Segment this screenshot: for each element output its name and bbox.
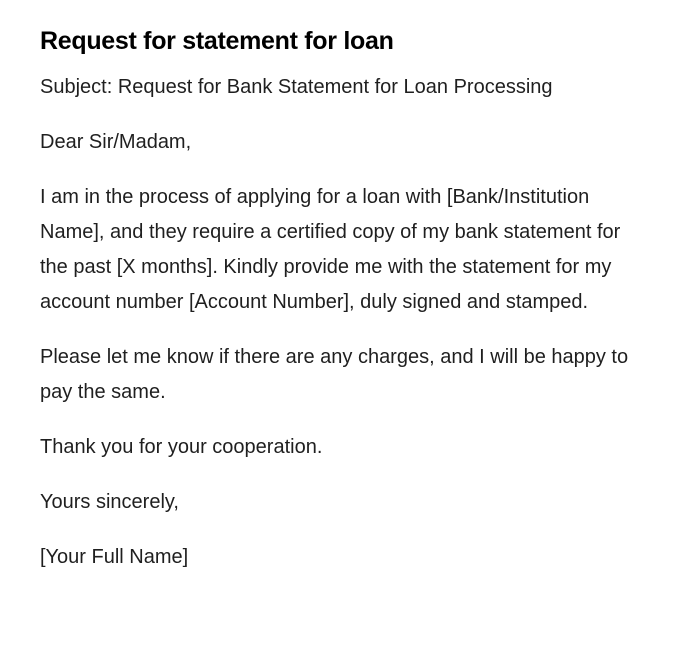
closing-line: Yours sincerely,	[40, 491, 179, 513]
thanks-line: Thank you for your cooperation.	[40, 436, 323, 458]
document-title: Request for statement for loan	[40, 27, 394, 55]
body-paragraph-request: I am in the process of applying for a loan with [Bank/Institution Name], and they require a certified copy of my bank statement for the past [X months]. Kindly provide me with the statement for my account number [Account Number], duly signed and stamped.	[40, 186, 621, 313]
subject-line: Subject: Request for Bank Statement for Loan Processing	[40, 76, 553, 98]
body-paragraph-charges: Please let me know if there are any charges, and I will be happy to pay the same.	[40, 346, 629, 403]
salutation: Dear Sir/Madam,	[40, 131, 192, 153]
signature-placeholder: [Your Full Name]	[40, 546, 189, 568]
